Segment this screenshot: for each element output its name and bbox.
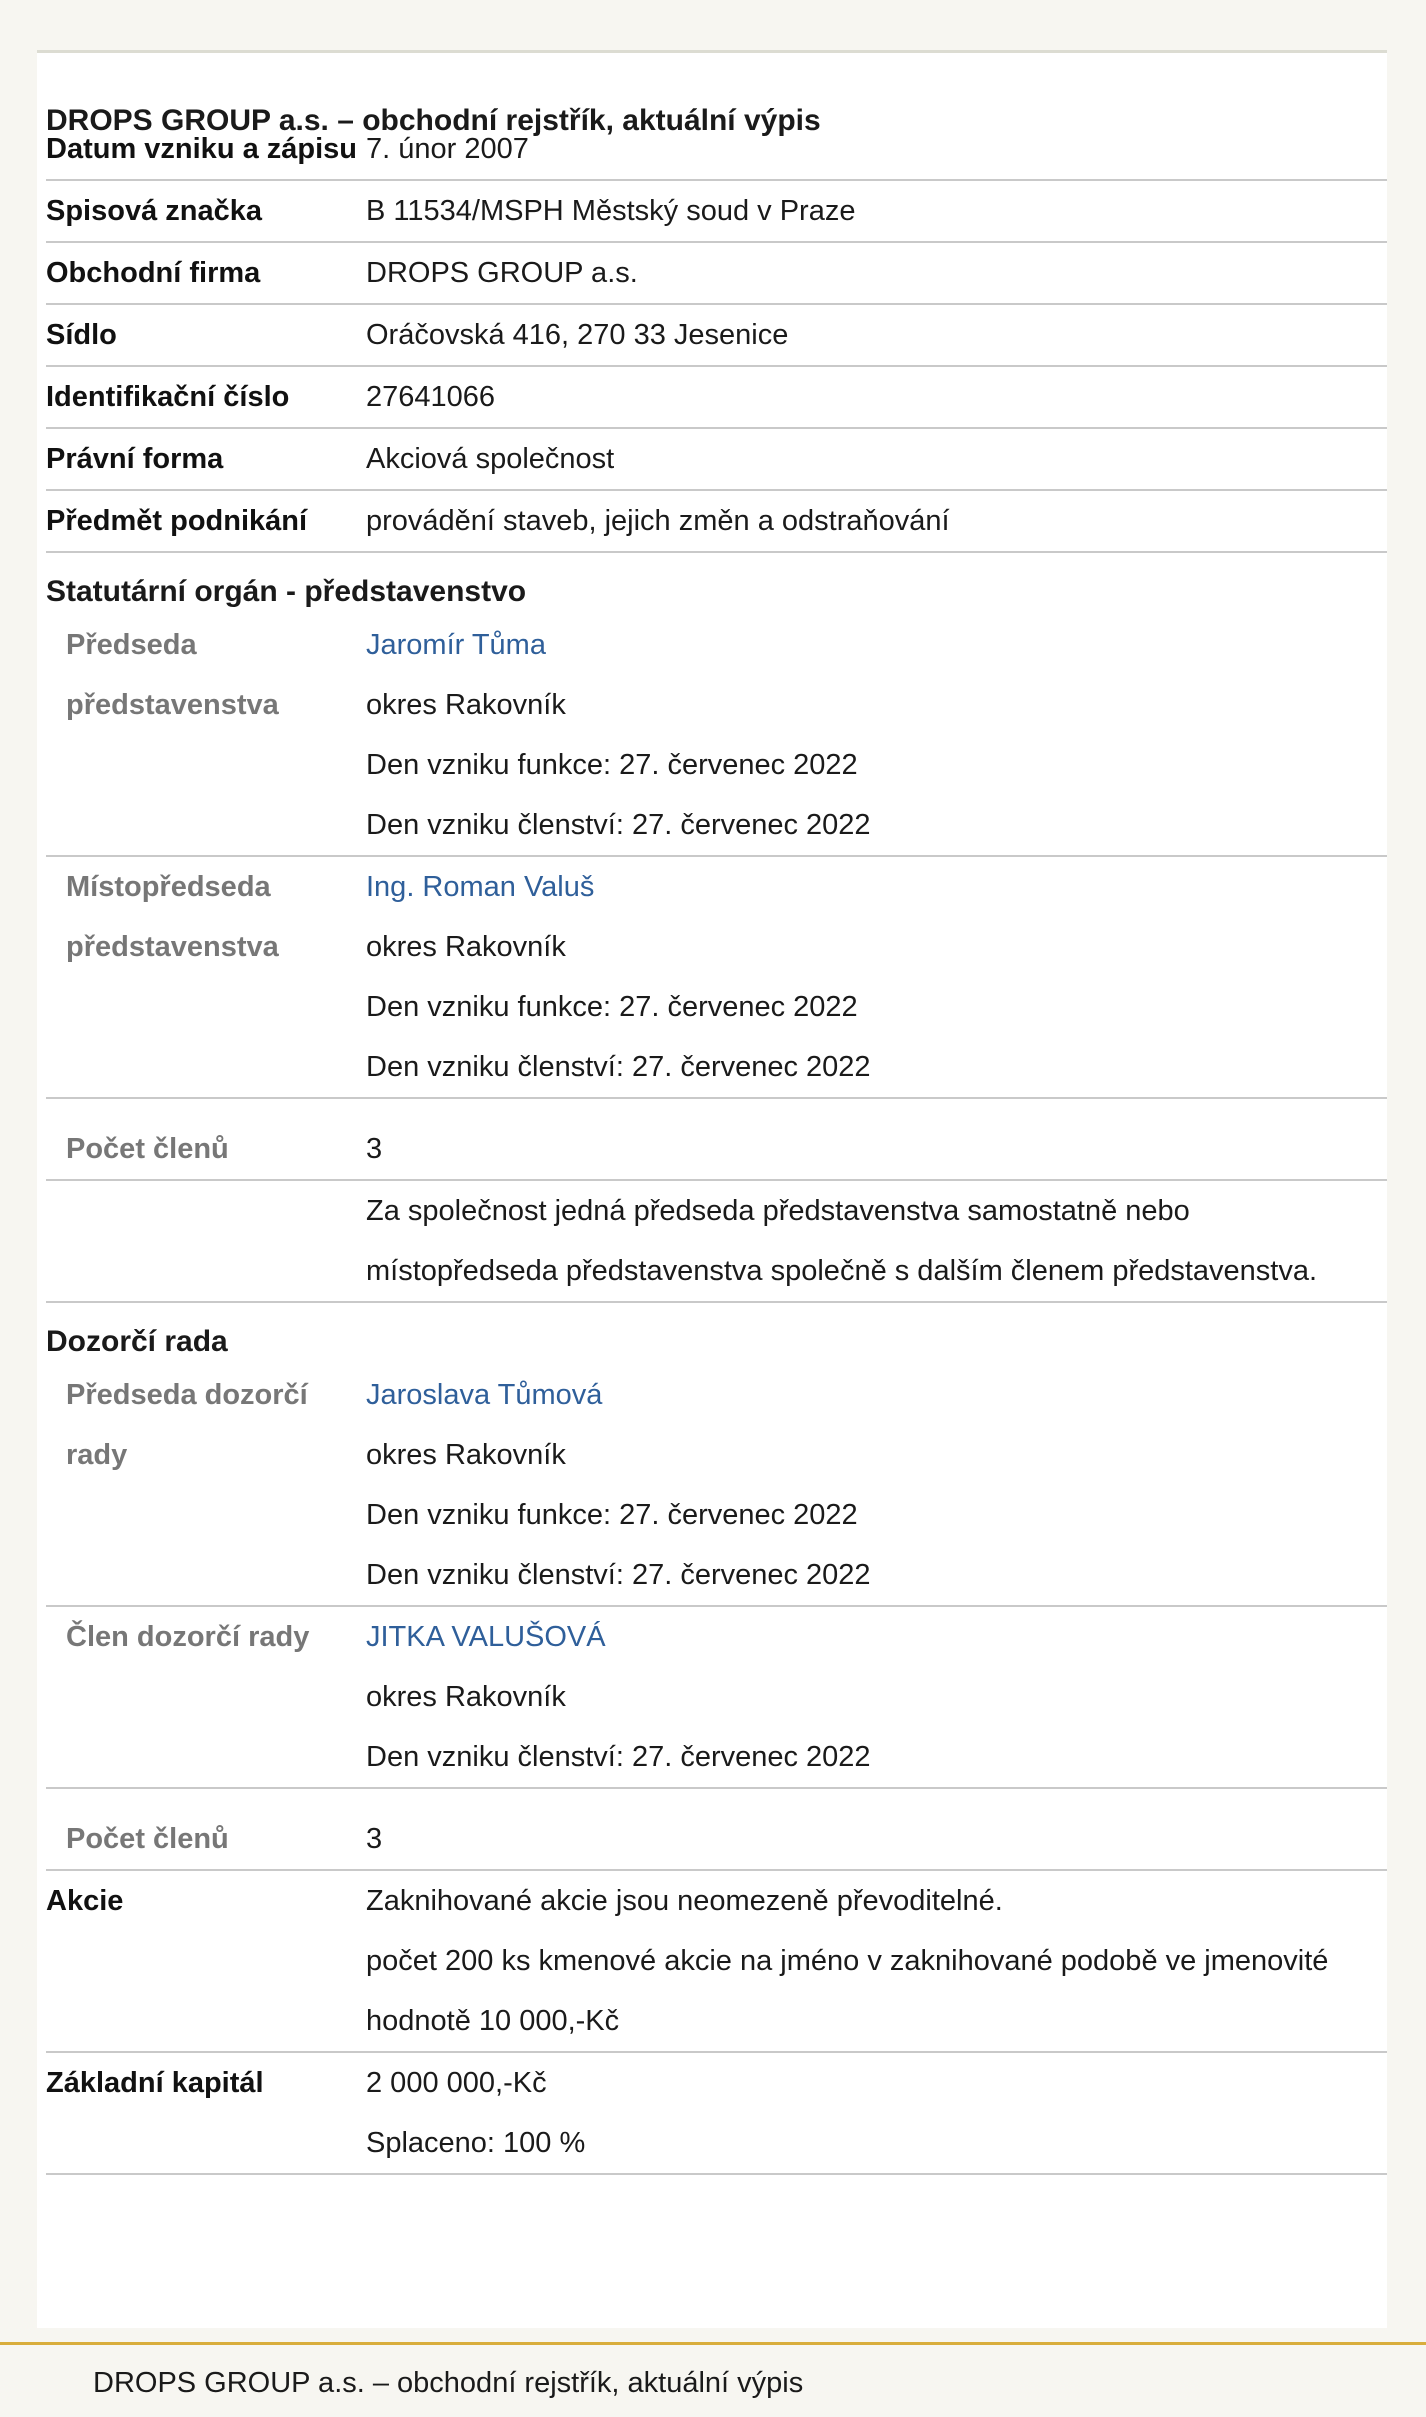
label-id-number: Identifikační číslo	[46, 381, 290, 413]
value-supervisory-count: 3	[366, 1823, 383, 1855]
role-supervisory-chair: Předseda dozorčí rady	[66, 1379, 308, 1471]
shares-line-1: Zaknihované akcie jsou neomezeně převoditelné.	[366, 1885, 1003, 1917]
label-capital: Základní kapitál	[46, 2067, 264, 2099]
person-link-board-vice-chair[interactable]: Ing. Roman Valuš	[366, 871, 595, 903]
board-member-vice-chair	[46, 857, 1387, 1099]
shares-line-2: počet 200 ks kmenové akcie na jméno v zaknihované podobě ve jmenovité	[366, 1945, 1329, 1977]
role-board-vice-chair: Místopředseda představenstva	[66, 871, 279, 963]
row-shares	[46, 1871, 1387, 2053]
person-link-board-chair[interactable]: Jaromír Tůma	[366, 629, 546, 661]
district: okres Rakovník	[366, 689, 566, 721]
register-card	[37, 50, 1387, 2328]
function-since: Den vzniku funkce: 27. červenec 2022	[366, 991, 858, 1023]
footer-text: DROPS GROUP a.s. – obchodní rejstřík, aktuální výpis	[93, 2367, 804, 2399]
district: okres Rakovník	[366, 1439, 566, 1471]
details-board-vice-chair	[366, 857, 1387, 1097]
acting-line-2: místopředseda představenstva společně s dalším členem představenstva.	[366, 1255, 1318, 1287]
value-business-subject: provádění staveb, jejich změn a odstraňování	[366, 505, 950, 537]
label-shares: Akcie	[46, 1885, 124, 1917]
value-file-number: B 11534/MSPH Městský soud v Praze	[366, 195, 856, 227]
page-title: DROPS GROUP a.s. – obchodní rejstřík, aktuální výpis	[46, 104, 821, 137]
value-board-count: 3	[366, 1133, 383, 1165]
role-supervisory-member: Člen dozorčí rady	[66, 1621, 310, 1653]
row-supervisory-count	[46, 1789, 1387, 1871]
supervisory-member	[46, 1607, 1387, 1789]
section-heading-board: Statutární orgán - představenstvo	[46, 575, 527, 608]
row-founding-date	[46, 119, 1387, 181]
section-heading-supervisory: Dozorčí rada	[46, 1325, 228, 1358]
label-board-count: Počet členů	[66, 1133, 229, 1165]
label-seat: Sídlo	[46, 319, 117, 351]
membership-since: Den vzniku členství: 27. červenec 2022	[366, 809, 871, 841]
person-link-supervisory-member[interactable]: JITKA VALUŠOVÁ	[366, 1621, 606, 1653]
district: okres Rakovník	[366, 931, 566, 963]
label-business-subject: Předmět podnikání	[46, 505, 308, 537]
details-supervisory-chair	[366, 1365, 1387, 1605]
row-board-acting	[46, 1181, 1387, 1303]
details-board-chair	[366, 615, 1387, 855]
acting-line-1: Za společnost jedná předseda představenstva samostatně nebo	[366, 1195, 1190, 1227]
row-business-subject	[46, 491, 1387, 553]
capital-amount: 2 000 000,-Kč	[366, 2067, 547, 2099]
row-id-number	[46, 367, 1387, 429]
row-company-name	[46, 243, 1387, 305]
label-legal-form: Právní forma	[46, 443, 224, 475]
shares-line-3: hodnotě 10 000,-Kč	[366, 2005, 620, 2037]
row-board-count	[46, 1099, 1387, 1181]
value-company-name: DROPS GROUP a.s.	[366, 257, 638, 289]
board-member-chair	[46, 615, 1387, 857]
membership-since: Den vzniku členství: 27. červenec 2022	[366, 1559, 871, 1591]
district: okres Rakovník	[366, 1681, 566, 1713]
details-supervisory-member	[366, 1607, 1387, 1787]
function-since: Den vzniku funkce: 27. červenec 2022	[366, 749, 858, 781]
value-legal-form: Akciová společnost	[366, 443, 615, 475]
value-board-acting	[366, 1181, 1387, 1301]
row-file-number	[46, 181, 1387, 243]
value-shares	[366, 1871, 1387, 2051]
value-seat: Oráčovská 416, 270 33 Jesenice	[366, 319, 789, 351]
value-founding-date: 7. únor 2007	[366, 133, 529, 165]
role-board-chair: Předseda představenstva	[66, 629, 279, 721]
label-founding-date: Datum vzniku a zápisu	[46, 133, 358, 165]
row-capital	[46, 2053, 1387, 2175]
register-content	[46, 53, 1387, 2175]
label-board-acting-empty	[46, 1181, 366, 1301]
row-seat	[46, 305, 1387, 367]
row-legal-form	[46, 429, 1387, 491]
membership-since: Den vzniku členství: 27. červenec 2022	[366, 1741, 871, 1773]
label-supervisory-count: Počet členů	[66, 1823, 229, 1855]
capital-paid: Splaceno: 100 %	[366, 2127, 586, 2159]
function-since: Den vzniku funkce: 27. červenec 2022	[366, 1499, 858, 1531]
label-file-number: Spisová značka	[46, 195, 262, 227]
label-company-name: Obchodní firma	[46, 257, 261, 289]
footer	[0, 2342, 1426, 2417]
value-id-number: 27641066	[366, 381, 496, 413]
membership-since: Den vzniku členství: 27. červenec 2022	[366, 1051, 871, 1083]
person-link-supervisory-chair[interactable]: Jaroslava Tůmová	[366, 1379, 603, 1411]
supervisory-chair	[46, 1365, 1387, 1607]
value-capital	[366, 2053, 1387, 2173]
